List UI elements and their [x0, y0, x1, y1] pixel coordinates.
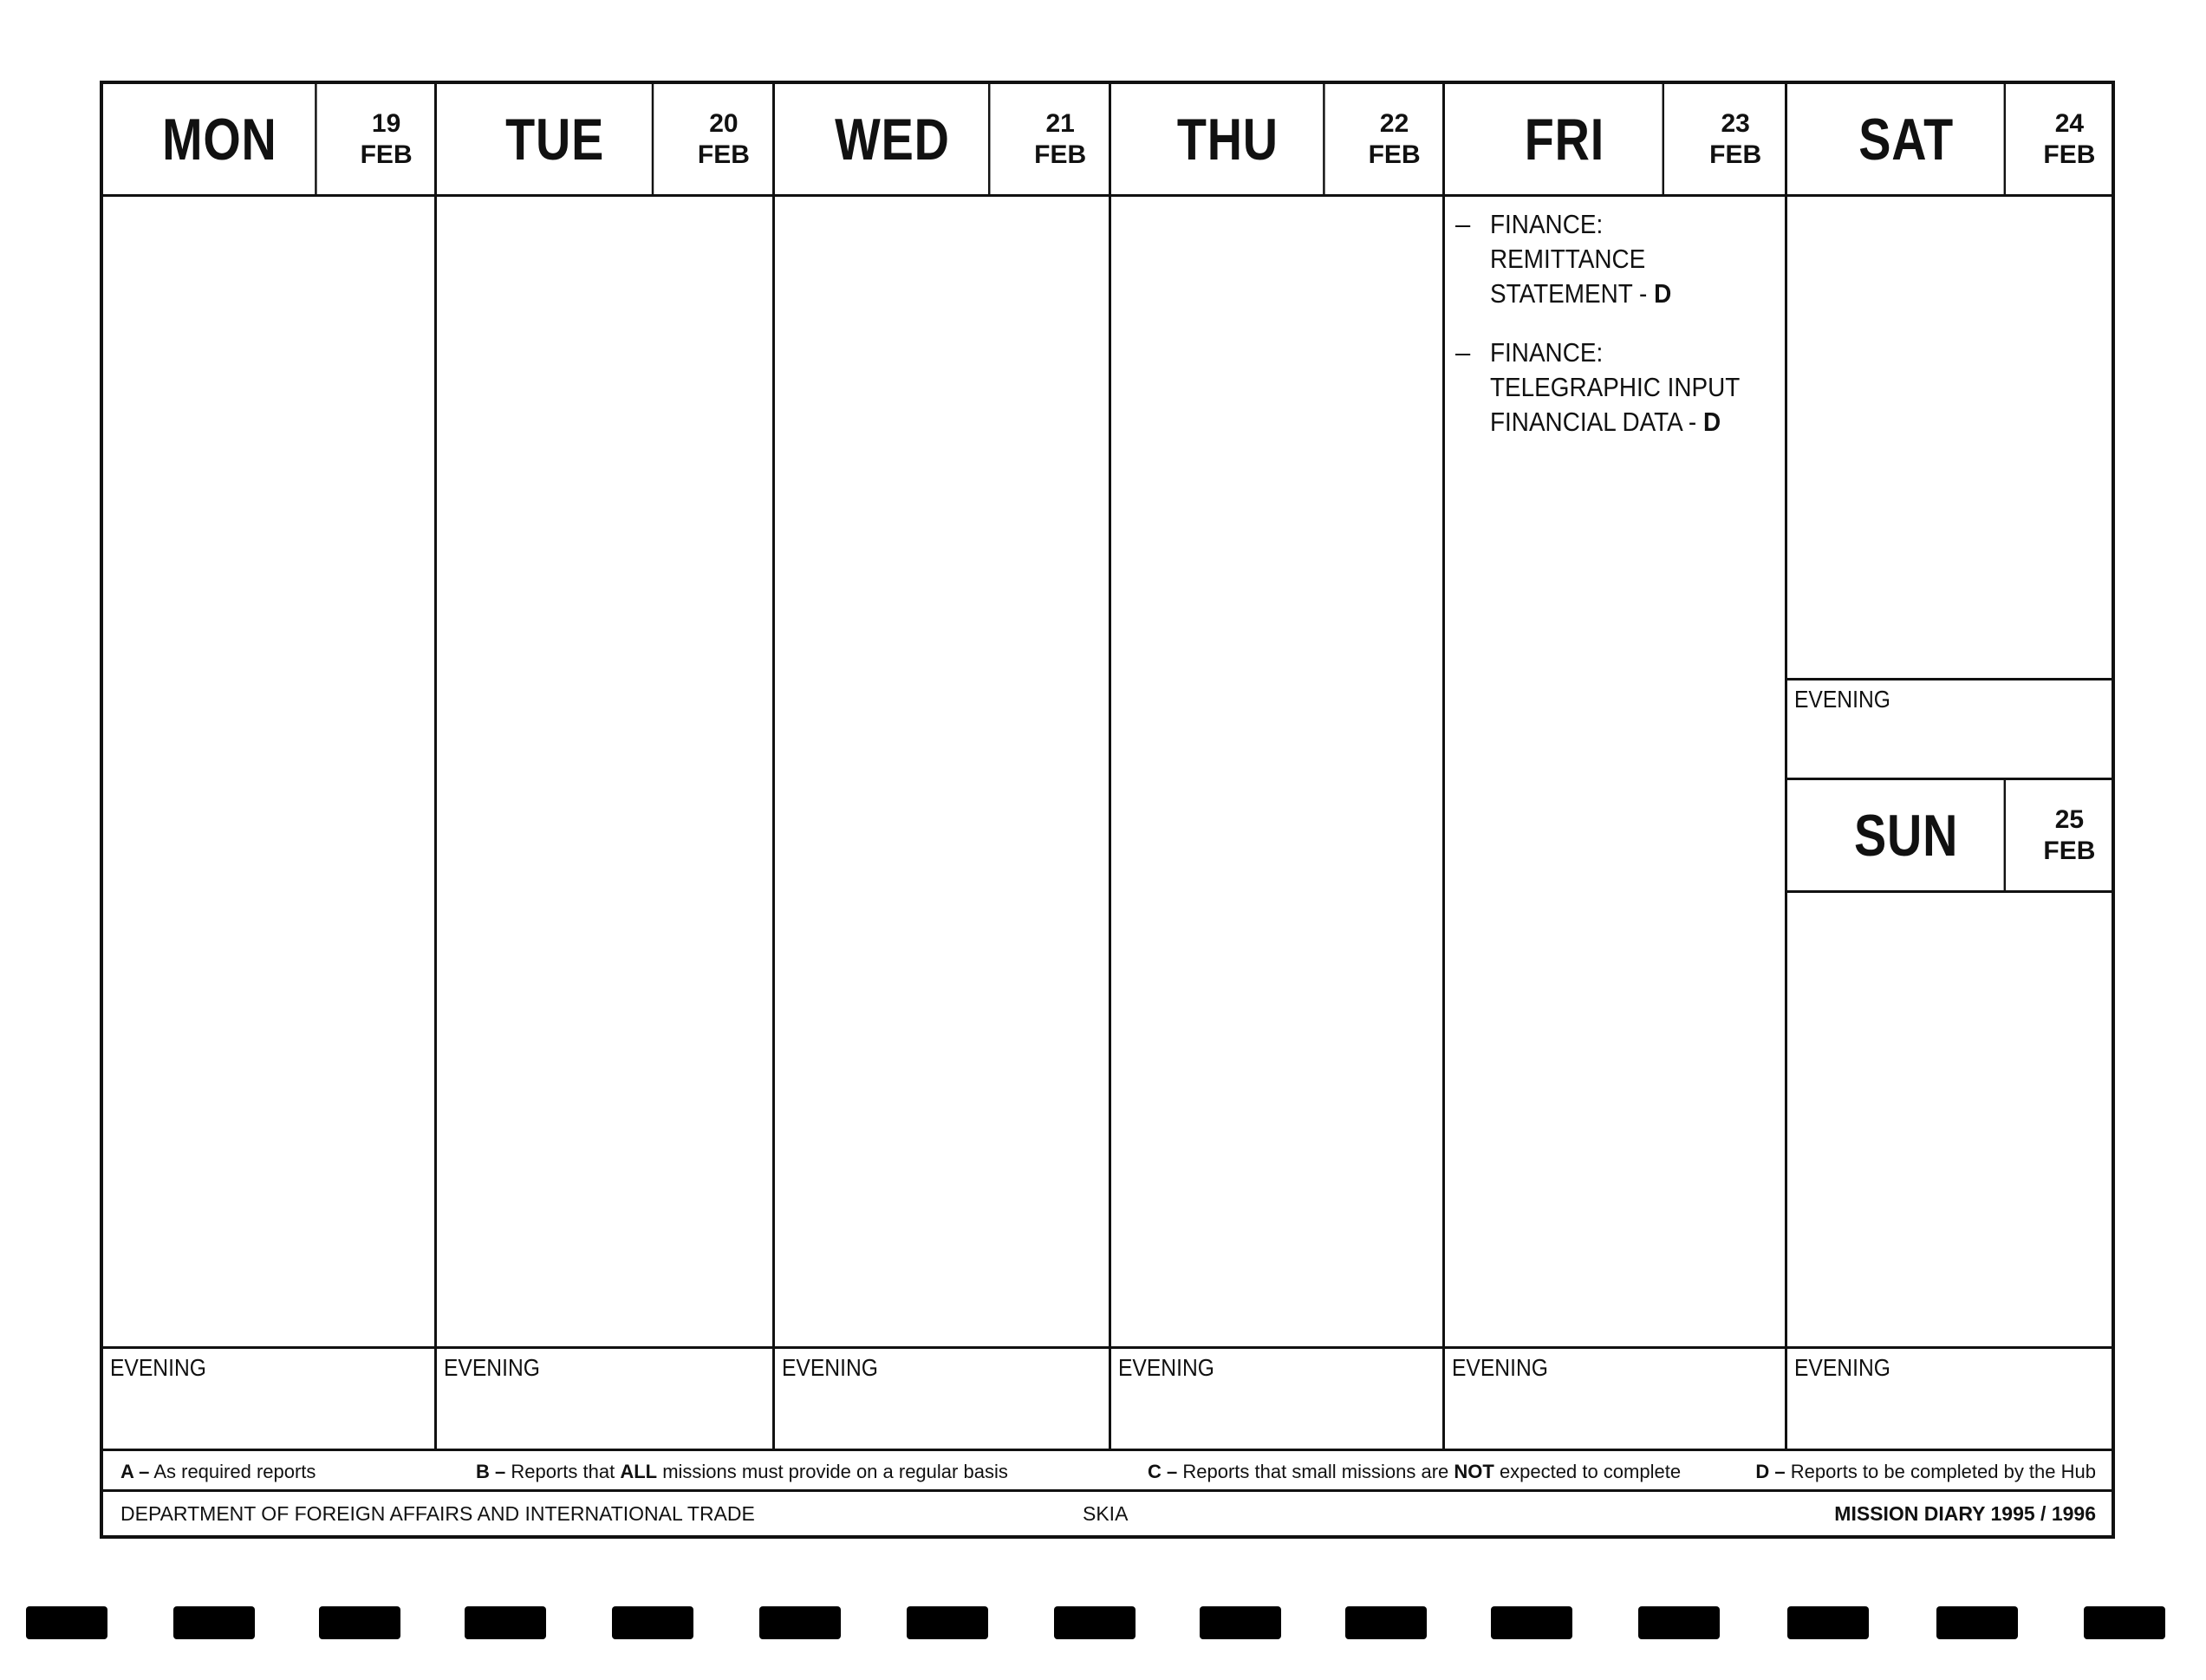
diary-title: MISSION DIARY 1995 / 1996	[1834, 1502, 2096, 1525]
legend-text: missions must provide on a regular basis	[657, 1461, 1008, 1482]
evening-label: EVENING	[782, 1354, 878, 1381]
perforation-hole	[1491, 1606, 1572, 1639]
evening-box[interactable]	[1445, 1346, 1785, 1449]
day-date	[338, 84, 434, 194]
date-day: 25	[2054, 804, 2085, 834]
task-label: FINANCE: TELEGRAPHIC INPUT FINANCIAL DATA -	[1490, 337, 1740, 437]
day-date	[2027, 84, 2112, 194]
legend-key: D –	[1755, 1461, 1786, 1482]
task-label: FINANCE: REMITTANCE STATEMENT -	[1490, 209, 1655, 309]
date-day: 23	[1721, 108, 1750, 138]
day-column-fri	[1445, 84, 1787, 1449]
legend-bar	[103, 1449, 2112, 1492]
day-header	[1111, 84, 1442, 197]
evening-box[interactable]	[1787, 1346, 2112, 1449]
diary-page	[100, 81, 2115, 1539]
day-notes-area[interactable]	[1787, 197, 2112, 678]
day-date	[675, 84, 772, 194]
day-column-wed	[775, 84, 1111, 1449]
date-day: 22	[1379, 108, 1409, 138]
perforation-hole	[1936, 1606, 2018, 1639]
perforation-hole	[612, 1606, 693, 1639]
perforation-hole	[1054, 1606, 1136, 1639]
perforation-hole	[1200, 1606, 1281, 1639]
evening-box[interactable]	[775, 1346, 1109, 1449]
evening-box[interactable]	[1787, 678, 2112, 780]
date-month: FEB	[697, 140, 750, 169]
task-item	[1455, 207, 1776, 311]
evening-label: EVENING	[1118, 1354, 1214, 1381]
day-notes-area[interactable]	[775, 197, 1109, 1346]
day-notes-area[interactable]	[1445, 197, 1785, 1346]
legend-text: expected to complete	[1493, 1461, 1682, 1482]
perforation-hole	[319, 1606, 400, 1639]
day-header	[1445, 84, 1785, 197]
day-notes-area[interactable]	[437, 197, 772, 1346]
legend-key: B –	[476, 1461, 506, 1482]
day-date	[2027, 780, 2112, 890]
day-date	[1686, 84, 1785, 194]
task-code: D	[1654, 278, 1672, 309]
day-date	[1012, 84, 1109, 194]
evening-box[interactable]	[103, 1346, 434, 1449]
day-notes-area[interactable]	[103, 197, 434, 1346]
task-code: D	[1702, 407, 1721, 437]
day-notes-area[interactable]	[1111, 197, 1442, 1346]
date-month: FEB	[1709, 140, 1762, 169]
perforation-hole	[26, 1606, 107, 1639]
evening-label: EVENING	[1452, 1354, 1548, 1381]
perforation-hole	[2084, 1606, 2165, 1639]
day-name: THU	[1132, 84, 1324, 194]
dash-bullet: –	[1455, 337, 1471, 368]
date-day: 24	[2054, 108, 2085, 138]
task-item	[1455, 335, 1776, 440]
legend-key: C –	[1148, 1461, 1178, 1482]
perforation-hole	[1787, 1606, 1869, 1639]
legend-text: Reports that	[511, 1461, 621, 1482]
day-header-sat	[1787, 84, 2112, 197]
evening-box[interactable]	[437, 1346, 772, 1449]
legend-text: As required reports	[153, 1461, 316, 1482]
date-month: FEB	[2043, 140, 2096, 169]
dash-bullet: –	[1455, 209, 1471, 239]
legend-d	[1755, 1461, 2096, 1483]
day-header-sun	[1787, 780, 2112, 893]
legend-strong: NOT	[1454, 1461, 1494, 1482]
date-day: 21	[1045, 108, 1075, 138]
perforation-hole	[1345, 1606, 1427, 1639]
page-footer	[103, 1492, 2112, 1535]
evening-label: EVENING	[1794, 686, 1890, 713]
day-name: FRI	[1467, 84, 1664, 194]
footer-center-text: SKIA	[1083, 1502, 1129, 1525]
date-month: FEB	[2043, 836, 2096, 865]
legend-text: Reports to be completed by the Hub	[1790, 1461, 2096, 1482]
legend-b	[476, 1461, 1008, 1483]
perforation-hole	[173, 1606, 255, 1639]
day-name: SAT	[1809, 84, 2006, 194]
legend-a	[120, 1461, 316, 1483]
day-column-weekend	[1787, 84, 2112, 1449]
date-day: 20	[709, 108, 739, 138]
evening-label: EVENING	[110, 1354, 206, 1381]
day-header	[103, 84, 434, 197]
day-column-mon	[103, 84, 437, 1449]
task-text	[1490, 207, 1747, 311]
date-month: FEB	[1368, 140, 1421, 169]
day-header	[775, 84, 1109, 197]
day-column-tue	[437, 84, 775, 1449]
task-text	[1490, 335, 1747, 440]
legend-key: A –	[120, 1461, 150, 1482]
day-date	[1346, 84, 1442, 194]
evening-box[interactable]	[1111, 1346, 1442, 1449]
day-name: MON	[124, 84, 316, 194]
day-name: TUE	[459, 84, 654, 194]
date-day: 19	[371, 108, 401, 138]
department-name: DEPARTMENT OF FOREIGN AFFAIRS AND INTERNATIONAL TRADE	[120, 1502, 755, 1525]
day-column-thu	[1111, 84, 1445, 1449]
day-header	[437, 84, 772, 197]
day-name: WED	[797, 84, 991, 194]
legend-c	[1148, 1461, 1681, 1483]
perforation-hole	[759, 1606, 841, 1639]
evening-label: EVENING	[444, 1354, 540, 1381]
perforation-hole	[1638, 1606, 1720, 1639]
task-list	[1445, 197, 1785, 440]
perforation-hole	[465, 1606, 546, 1639]
day-notes-area[interactable]	[1787, 893, 2112, 1346]
evening-label: EVENING	[1794, 1354, 1890, 1381]
legend-text: Reports that small missions are	[1182, 1461, 1454, 1482]
date-month: FEB	[360, 140, 413, 169]
day-name: SUN	[1809, 780, 2006, 890]
perforation-hole	[907, 1606, 988, 1639]
date-month: FEB	[1034, 140, 1087, 169]
legend-strong: ALL	[620, 1461, 658, 1482]
